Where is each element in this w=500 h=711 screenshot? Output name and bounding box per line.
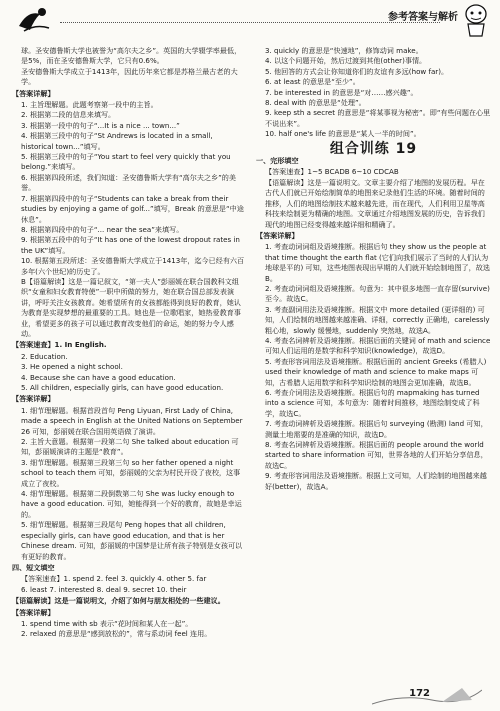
paragraph: 3. 考查副词用法及语境推断。根据文中 more detailed (更详细的) 可知，人们绘制的地图越来越准确、详细，correctly 正确地，carelessly 粗心地，slowly 缓慢地，suddenly 突然地，故选A。 <box>265 304 490 335</box>
paragraph: 8. 根据第四段中的句子“... near the sea”来填写。 <box>21 224 184 234</box>
paragraph: 【答案速查】1~5 BCADB 6~10 CDCAB <box>265 167 399 177</box>
paragraph: 7. be interested in 的意思是“对……感兴趣”。 <box>265 87 418 97</box>
page-number: 172 <box>409 688 430 699</box>
paragraph: B【语篇解读】这是一篇记叙文，“第一夫人”彭丽媛在联合国教科文组织“女童和妇女教育特使”一职中所做的努力，她在联合国总部发表演讲，呼吁关注女孩教育。她希望所有的女孩都能得到良好的教育，她认为教育是实现梦想的最重要的工具。她也是一位歌唱家，她热爱教育事业，希望更多的孩子可以通过教育改变他们的命运，她的努力令人感动。 <box>21 276 241 338</box>
paragraph: 5. 根据第三段中的句子“You start to feel very quickly that you belong.”来填写。 <box>21 152 231 172</box>
paragraph: 2. 考查动词词组及语境推断。句意为：其中很多地图一直存留(survive)至今。故选C。 <box>265 283 490 304</box>
paragraph: 5. 细节理解题。根据第三段尾句 Peng hopes that all children, especially girls, can have good education, and that is her Chinese dream. 可知，彭丽媛的中国梦是让所有孩子特别是女孩可以有更好的教育。 <box>21 520 243 561</box>
paragraph: 4. 以这个问题开始，然后过渡到其他(other)事情。 <box>265 56 427 66</box>
page-header <box>0 0 500 44</box>
paragraph: 2. 根据第二段的信息来填写。 <box>21 110 116 120</box>
paragraph: 4. 根据第三段中的句子“St Andrews is located in a small, historical town...”填写。 <box>21 131 213 151</box>
paragraph: 8. 考查名词辨析及语境推断。根据后面的 people around the world started to share information 可知，世界各地的人们开始分享信息，故选C。 <box>265 440 488 470</box>
section-heading: 一、完形填空 <box>256 156 299 166</box>
paragraph: 3. quickly 的意思是“快速地”，修饰动词 make。 <box>265 46 423 55</box>
paragraph: 6. 考查介词用法及语境推断。根据后句的 mapmaking has turned into a science 可知，本句意为：随着时间推移，地图绘制变成了科学，故选C。 <box>265 388 480 418</box>
header-title: 参考答案与解析 <box>388 12 458 23</box>
section-heading: 【答案详解】 <box>12 88 55 98</box>
mascot-icon <box>460 2 492 38</box>
paragraph: 4. 考查名词辨析及语境推断。根据后面的关键词 of math and science 可知人们运用的是数学和科学知识(knowledge)，故选D。 <box>265 335 491 356</box>
paragraph: 6. at least 的意思是“至少”。 <box>265 77 360 87</box>
paragraph: 9. 考查形容词用法及语境推断。根据上文可知，人们绘制的地图越来越好(better)，故选A。 <box>265 471 487 491</box>
paragraph: 5. 考查形容词用法及语境推断。根据后面的 ancient Greeks (希腊人) used their knowledge of math and science to make maps 可知，古希腊人运用数学和科学知识绘制的地图会更加准确，故选B。 <box>265 356 487 387</box>
paragraph: 2. Education. <box>21 351 68 361</box>
paragraph: 6. 根据第四段所述，我们知道：圣安德鲁斯大学有“高尔夫之乡”的美誉。 <box>21 172 236 193</box>
paragraph: 【语篇解读】这是一篇说明文。文章主要介绍了地图的发展历程。早在古代人们就已开始绘制简单的地图来记录他们生活的环境。随着时间的推移，人们的地图绘制技术越来越先进，而在现代，人们利用卫星等高科技来绘制更为精确的地图。文章通过介绍地图发展的历史，告诉我们现代的地图已经变得越来越详细和精确了。 <box>265 177 485 229</box>
paragraph: 4. 细节理解题。根据第二段倒数第二句 She was lucky enough to have a good education. 可知，她能得到一个好的教育，故她是幸运的。 <box>21 489 242 519</box>
book-logo-icon <box>16 4 52 34</box>
paragraph: 9. keep sth a secret 的意思是“将某事视为秘密”。即“有些问题在心里不说出来”。 <box>265 108 491 128</box>
paragraph: 6. least 7. interested 8. deal 9. secret 10. their <box>21 584 187 594</box>
paragraph: 7. 考查动词辨析及语境推断。根据后句 surveying (勘测) land 可知，测量土地需要的是准确的知识，故选D。 <box>265 419 488 439</box>
group-title: 组合训练 19 <box>329 140 418 157</box>
paragraph: 2. 主旨大意题。根据第一段第二句 She talked about education 可知，彭丽媛演讲的主题是“教育”。 <box>21 437 239 457</box>
paragraph: 1. 主旨理解题。此题考察第一段中的主旨。 <box>21 100 158 110</box>
paragraph: 10. half one's life 的意思是“某人一半的时间”。 <box>265 129 421 139</box>
section-heading: 四、短文填空 <box>12 562 55 572</box>
paragraph: 1. 细节理解题。根据首段首句 Peng Liyuan, First Lady of China, made a speech in English at the United Nations on September 26 可知，彭丽媛在联合国用英语做了演讲。 <box>21 405 243 436</box>
paragraph: 2. relaxed 的意思是“感到放松的”，常与系动词 feel 连用。 <box>21 629 212 639</box>
paragraph: 10. 根据第五段所述：圣安德鲁斯大学成立于1413年，迄今已经有六百多年(六个世纪)的历史了。 <box>21 256 245 276</box>
paragraph: 9. 根据第五段中的句子“It has one of the lowest dropout rates in the UK”填写。 <box>21 235 240 255</box>
paragraph: 球。圣安德鲁斯大学也被誉为“高尔夫之乡”。英国的大学辍学率最低，是5%，而在圣安德鲁斯大学，它只有0.6%。 <box>21 46 242 66</box>
section-heading: 【答案详解】 <box>256 230 299 240</box>
paragraph: 【答案速查】1. spend 2. feel 3. quickly 4. other 5. far <box>21 574 207 584</box>
section-heading: 【语篇解读】这是一篇说明文，介绍了如何与朋友相处的一些建议。 <box>12 596 225 606</box>
section-heading: 【答案速查】1. In English. <box>12 340 107 350</box>
paragraph: 3. 根据第一段中的句子“...It is a nice ... town...” <box>21 120 180 130</box>
paragraph: 3. He opened a night school. <box>21 362 123 372</box>
section-heading: 【答案详解】 <box>12 394 55 404</box>
paragraph: 1. 考查动词词组及语境推断。根据后句 they show us the people at that time thought the earth flat (它们向我们展示了当时的人们认为地球是平的) 可知，这些地图表现出早期的人们就开始绘制地图了，故选B。 <box>265 242 490 283</box>
paragraph: 7. 根据第四段中的句子“Students can take a break from their studies by enjoying a game of golf...”填写，Break 的意思是“中途休息”。 <box>21 193 244 224</box>
paragraph: 5. 他回答的方式会让你知道你们的友谊有多远(how far)。 <box>265 66 449 76</box>
paragraph: 1. spend time with sb 表示“花时间和某人在一起”。 <box>21 618 193 628</box>
paragraph: 3. 细节理解题。根据第三段第三句 so her father opened a night school to teach them 可知，彭丽媛的父亲为村民开设了夜校，这事成立了夜校。 <box>21 457 241 488</box>
right-column <box>256 46 491 492</box>
left-column <box>12 46 247 640</box>
paragraph: 8. deal with 的意思是“处理”。 <box>265 98 366 108</box>
paragraph: 圣安德鲁斯大学成立于1413年，因此历年来它都是苏格兰最古老的大学。 <box>21 66 238 87</box>
paragraph: 5. All children, especially girls, can have good education. <box>21 383 224 392</box>
paragraph: 4. Because she can have a good education. <box>21 372 176 382</box>
section-heading: 【答案详解】 <box>12 607 55 617</box>
header-divider <box>60 22 440 23</box>
